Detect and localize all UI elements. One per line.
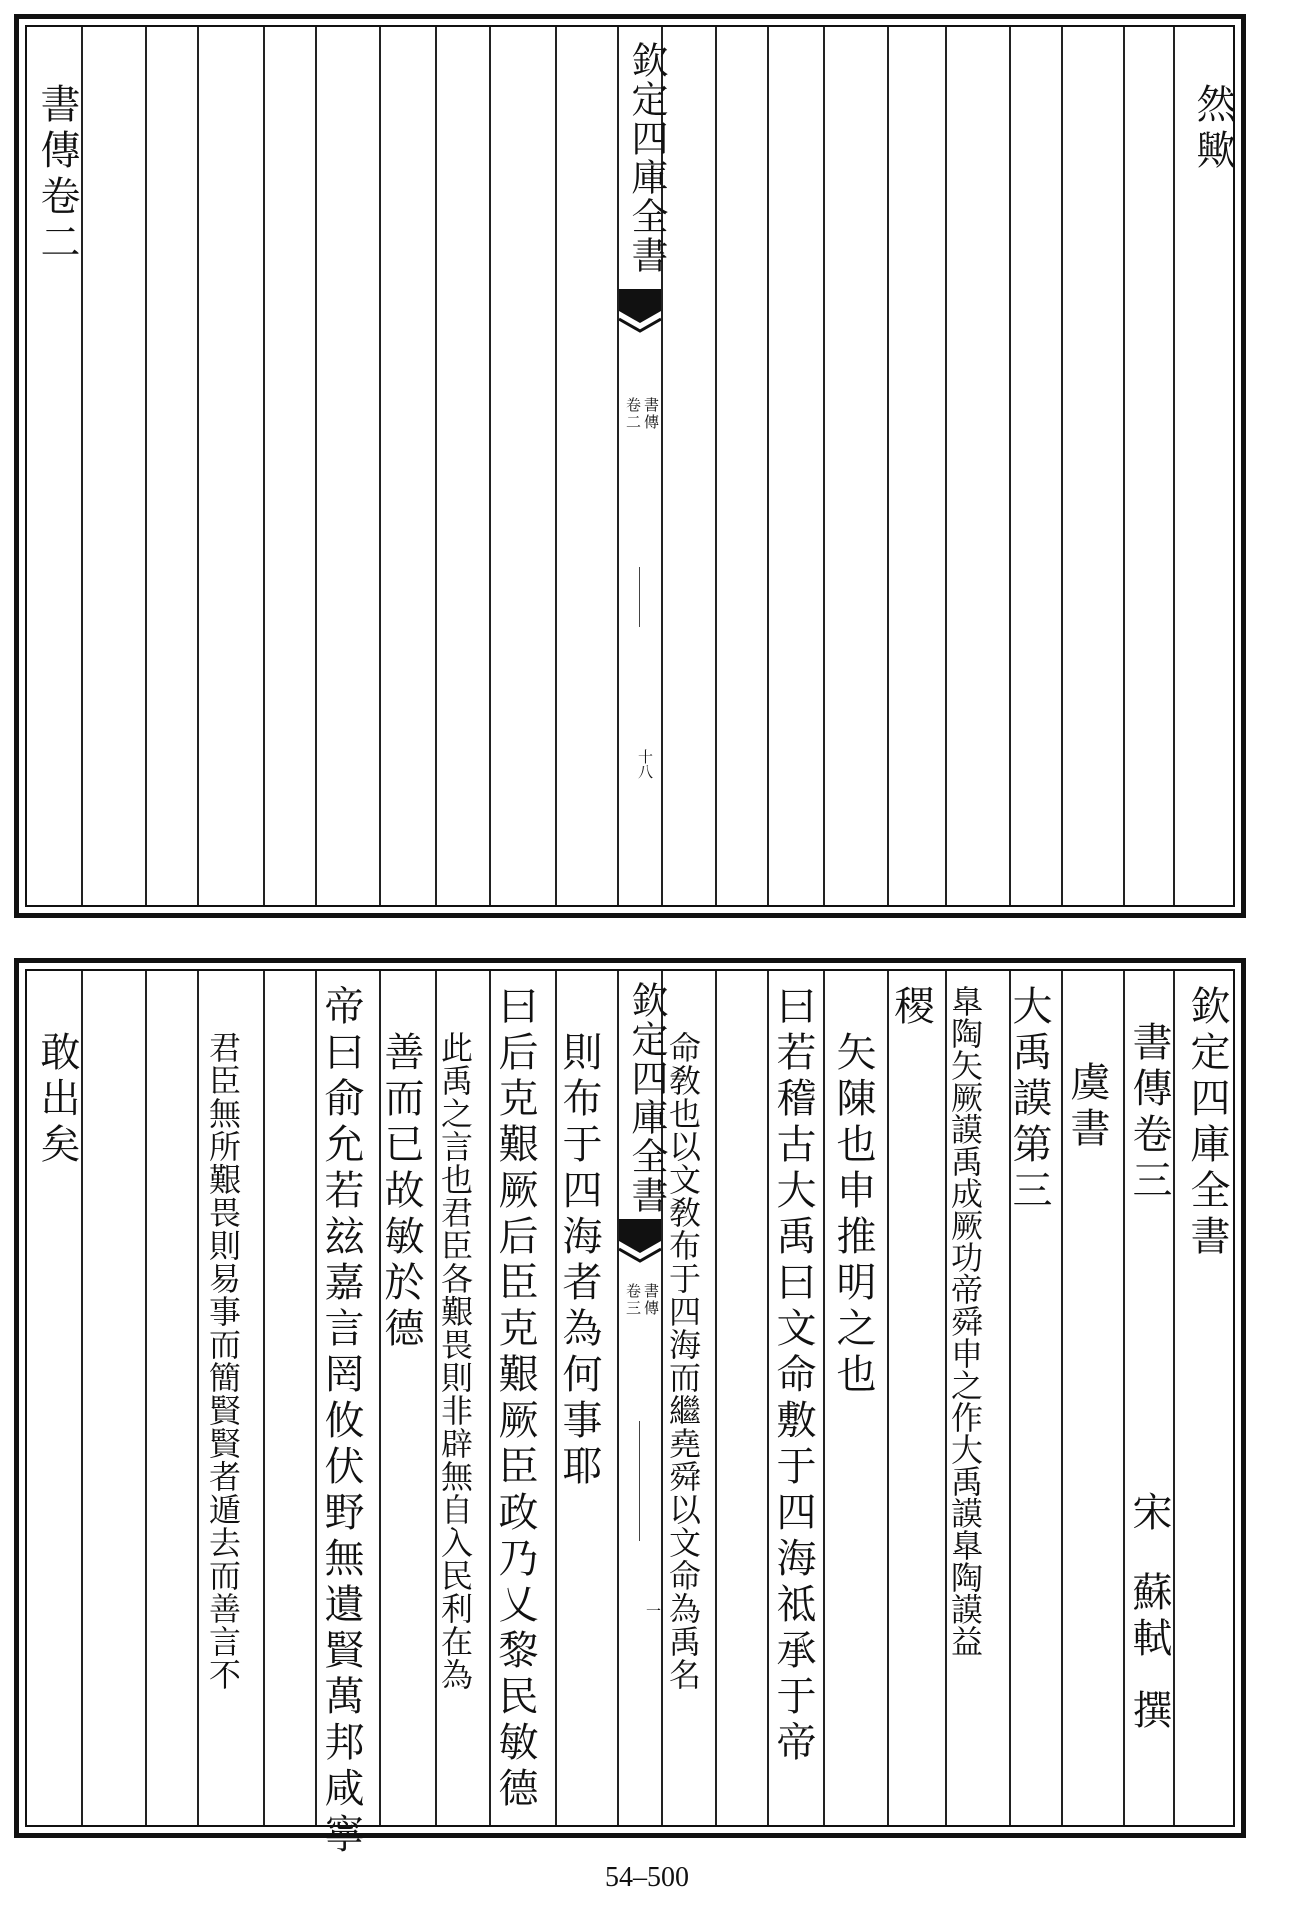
column-rule xyxy=(263,27,265,905)
column-rule xyxy=(1173,27,1175,905)
text-column-10: 則布于四海者為何事耶 xyxy=(556,1031,602,1491)
author-name: 蘇軾 xyxy=(1126,1571,1172,1663)
column-rule xyxy=(1009,27,1011,905)
column-rule xyxy=(145,971,147,1825)
column-rule xyxy=(767,27,769,905)
text-column-3: 虞書 xyxy=(1064,1061,1110,1153)
text-column-6: 稷 xyxy=(888,985,934,1031)
center-book-title: 欽定四庫全書 xyxy=(625,981,668,1215)
top-page-panel xyxy=(14,14,1246,918)
column-rule xyxy=(1123,971,1125,1825)
column-rule xyxy=(1061,27,1063,905)
text-column-14: 帝曰俞允若玆嘉言罔攸伏野無遺賢萬邦咸寧 xyxy=(318,985,364,1859)
column-rule xyxy=(767,971,769,1825)
column-rule xyxy=(887,971,889,1825)
column-rule xyxy=(715,27,717,905)
center-small-volume: 卷三 xyxy=(624,1283,642,1317)
column-rule xyxy=(823,971,825,1825)
text-column-8: 曰若稽古大禹曰文命敷于四海祗承于帝 xyxy=(770,985,816,1767)
text-column-9: 命敎也以文敎布于四海而繼堯舜以文命為禹名 xyxy=(664,1031,702,1691)
text-column-left: 書傳卷二 xyxy=(34,83,80,267)
text-column-11: 曰后克艱厥后臣克艱厥臣政乃乂黎民敏德 xyxy=(492,985,538,1813)
column-rule xyxy=(197,27,199,905)
text-column-5: 臯陶矢厥謨禹成厥功帝舜申之作大禹謨臯陶謨益 xyxy=(946,985,984,1657)
column-rule xyxy=(489,971,491,1825)
center-tick-mark xyxy=(639,1421,640,1541)
center-tick-mark xyxy=(639,567,640,627)
bottom-page-inner-frame xyxy=(25,969,1235,1859)
text-column-12: 此禹之言也君臣各艱畏則非辟無自入民利在為 xyxy=(436,1031,474,1691)
text-column-16: 敢出矣 xyxy=(34,1031,80,1169)
text-column-15: 君臣無所艱畏則易事而簡賢賢者遁去而善言不 xyxy=(204,1031,242,1691)
text-column-right: 然歟 xyxy=(1190,83,1236,175)
fishtail-mark-icon xyxy=(619,1219,661,1265)
column-rule xyxy=(435,27,437,905)
center-small-volume: 卷二 xyxy=(624,397,642,431)
text-column-7: 矢陳也申推明之也 xyxy=(830,1031,876,1399)
column-rule xyxy=(1173,971,1175,1825)
column-rule xyxy=(263,971,265,1825)
top-page-inner-frame xyxy=(25,25,1235,907)
column-rule xyxy=(1123,27,1125,905)
column-rule xyxy=(715,971,717,1825)
fishtail-mark-icon xyxy=(619,289,661,335)
column-rule xyxy=(197,971,199,1825)
column-rule xyxy=(555,27,557,905)
column-rule xyxy=(379,27,381,905)
center-small-title: 書傳 xyxy=(642,397,660,431)
page-footer-label: 54–500 xyxy=(605,1862,689,1893)
column-rule xyxy=(489,27,491,905)
text-column-13: 善而已故敏於德 xyxy=(378,1031,424,1353)
center-small-title: 書傳 xyxy=(642,1283,660,1317)
column-rule xyxy=(315,27,317,905)
column-rule xyxy=(145,27,147,905)
center-page-number: 一 xyxy=(644,1603,662,1618)
text-column-2: 書傳卷三 xyxy=(1126,1021,1172,1205)
column-rule xyxy=(1061,971,1063,1825)
author-dynasty: 宋 xyxy=(1126,1491,1172,1537)
author-role: 撰 xyxy=(1126,1689,1172,1735)
text-column-1: 欽定四庫全書 xyxy=(1184,985,1230,1261)
column-rule xyxy=(823,27,825,905)
column-rule xyxy=(81,27,83,905)
column-rule xyxy=(887,27,889,905)
bottom-page-panel xyxy=(14,958,1246,1859)
column-rule xyxy=(315,971,317,1825)
center-page-number: 十八 xyxy=(636,749,654,779)
column-rule xyxy=(945,27,947,905)
text-column-4: 大禹謨第三 xyxy=(1006,985,1052,1215)
center-book-title: 欽定四庫全書 xyxy=(625,41,668,275)
column-rule xyxy=(81,971,83,1825)
